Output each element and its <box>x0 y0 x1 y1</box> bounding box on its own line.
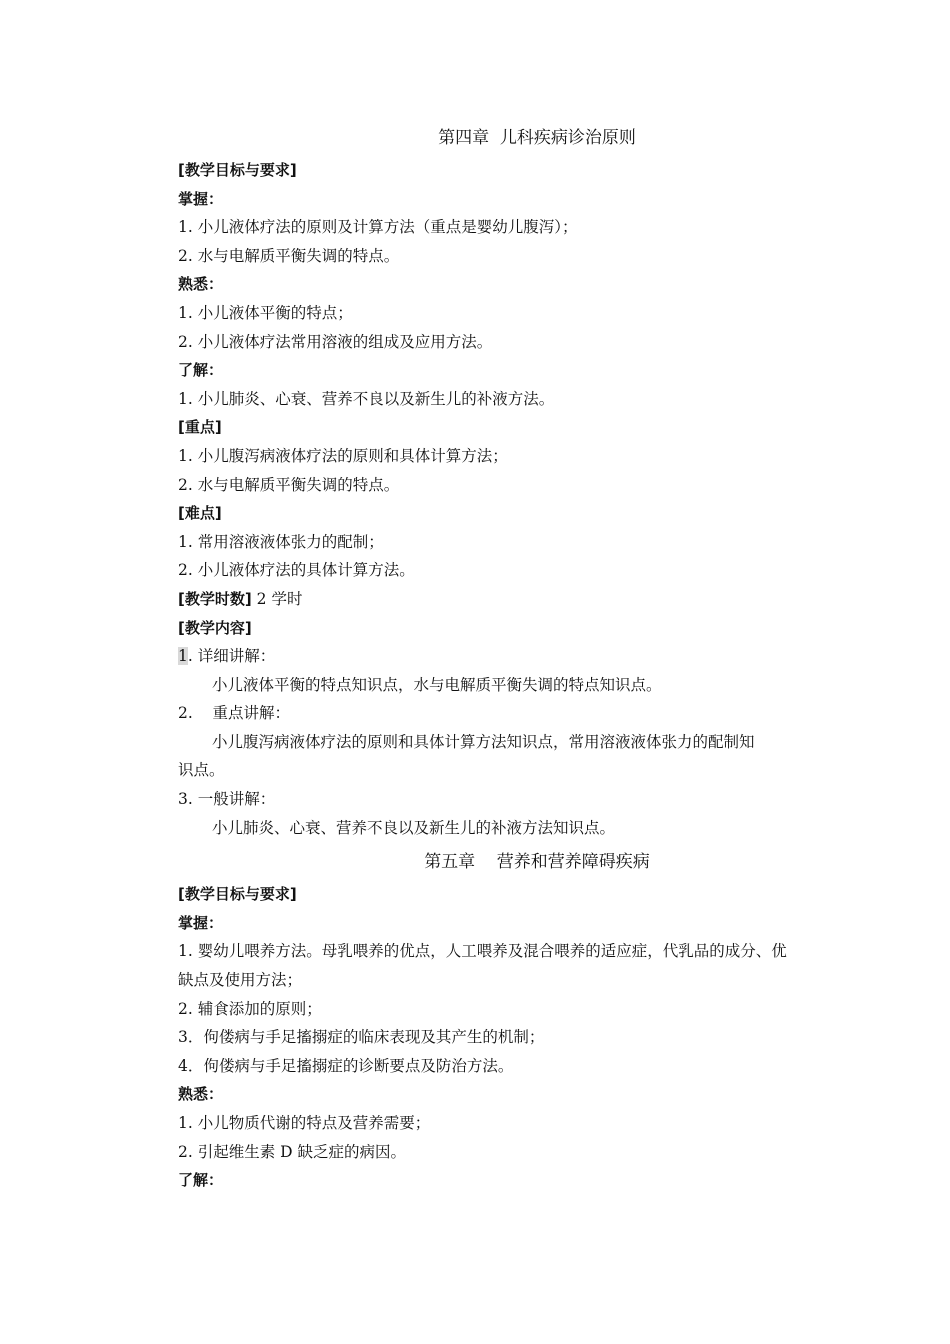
ch5-familiar-heading: 熟悉： <box>178 1085 224 1104</box>
ch4-master-item-1: 1. 小儿液体疗法的原则及计算方法（重点是婴幼儿腹泻）； <box>178 218 578 237</box>
text-cursor-highlight: 1 <box>178 647 188 666</box>
ch5-goals-heading: [教学目标与要求] <box>178 885 297 904</box>
ch4-hours-heading: [教学时数] <box>178 589 252 608</box>
ch5-master-item-1-line1: 1. 婴幼儿喂养方法。母乳喂养的优点，人工喂养及混合喂养的适应症，代乳品的成分、优 <box>178 942 787 961</box>
ch5-familiar-item-2: 2. 引起维生素 D 缺乏症的病因。 <box>178 1142 406 1161</box>
ch5-master-heading: 掌握： <box>178 913 224 932</box>
ch4-content-3-body: 小儿肺炎、心衰、营养不良以及新生儿的补液方法知识点。 <box>212 818 616 837</box>
ch4-difficult-heading: [难点] <box>178 504 222 523</box>
ch4-master-heading: 掌握： <box>178 189 224 208</box>
ch4-understand-heading: 了解： <box>178 361 224 380</box>
ch4-content-2-body-line2: 识点。 <box>178 761 225 780</box>
ch5-master-item-1-line2: 缺点及使用方法； <box>178 971 303 990</box>
ch4-content-1-label <box>178 642 810 671</box>
ch5-master-item-3: 3．佝偻病与手足搐搦症的临床表现及其产生的机制； <box>178 1028 545 1047</box>
ch5-master-item-4: 4．佝偻病与手足搐搦症的诊断要点及防治方法。 <box>178 1056 514 1075</box>
chapter5-title: 第五章 营养和营养障碍疾病 <box>424 852 650 873</box>
ch4-content-1-text: . 详细讲解： <box>187 647 276 666</box>
ch4-familiar-item-2: 2. 小儿液体疗法常用溶液的组成及应用方法。 <box>178 332 493 351</box>
ch5-understand-heading: 了解： <box>178 1171 224 1190</box>
ch4-difficult-item-2: 2. 小儿液体疗法的具体计算方法。 <box>178 561 415 580</box>
ch4-familiar-heading: 熟悉： <box>178 275 224 294</box>
ch4-difficult-item-1: 1. 常用溶液液体张力的配制； <box>178 532 384 551</box>
ch4-content-2-label: 2. 重点讲解： <box>178 704 290 723</box>
ch4-content-3-label: 3. 一般讲解： <box>178 790 276 809</box>
ch4-content-2-body-line1: 小儿腹泻病液体疗法的原则和具体计算方法知识点，常用溶液液体张力的配制知 <box>212 732 755 751</box>
ch5-familiar-item-1: 1. 小儿物质代谢的特点及营养需要； <box>178 1114 431 1132</box>
ch4-content-heading: [教学内容] <box>178 618 252 637</box>
ch4-understand-item-1: 1. 小儿肺炎、心衰、营养不良以及新生儿的补液方法。 <box>178 389 555 408</box>
ch5-master-item-2: 2. 辅食添加的原则； <box>178 999 322 1018</box>
ch4-hours-row <box>178 585 810 614</box>
ch4-key-heading: [重点] <box>178 418 222 437</box>
ch4-familiar-item-1: 1. 小儿液体平衡的特点； <box>178 303 353 322</box>
ch4-goals-heading: [教学目标与要求] <box>178 161 297 179</box>
ch4-master-item-2: 2. 水与电解质平衡失调的特点。 <box>178 246 400 265</box>
chapter4-title: 第四章 儿科疾病诊治原则 <box>438 128 636 148</box>
ch4-hours-value: 2 学时 <box>256 589 303 608</box>
ch4-key-item-1: 1. 小儿腹泻病液体疗法的原则和具体计算方法； <box>178 446 508 465</box>
ch4-key-item-2: 2. 水与电解质平衡失调的特点。 <box>178 475 400 494</box>
document-content <box>178 122 810 1195</box>
ch4-content-1-body: 小儿液体平衡的特点知识点，水与电解质平衡失调的特点知识点。 <box>212 675 662 694</box>
